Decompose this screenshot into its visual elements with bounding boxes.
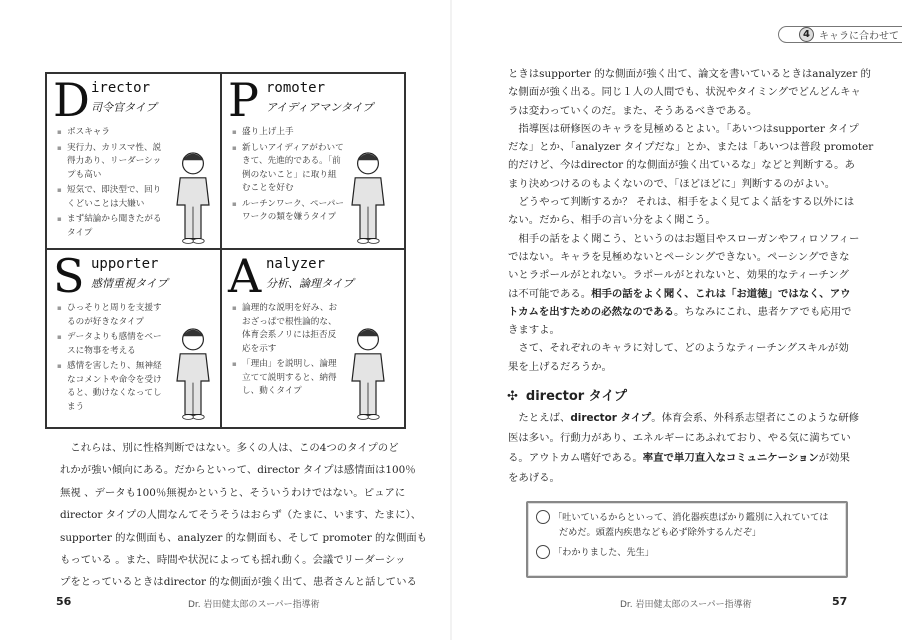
text-line <box>60 482 406 504</box>
text-line <box>508 230 860 248</box>
text-segment: れかが強い傾向にある。だからといって、director タイプは感情面は100％ <box>60 464 416 477</box>
text-segment: は不可能である。 <box>508 287 592 300</box>
page-number-right: 57 <box>832 595 848 608</box>
type-initial: S <box>53 250 85 303</box>
text-line <box>508 303 852 321</box>
chapter-tab <box>778 26 902 43</box>
text-segment: 率直で単刀直入なコミュニケーション <box>642 452 819 464</box>
text-line <box>508 211 848 229</box>
text-line <box>60 459 416 481</box>
type-subtitle: 司令官タイプ <box>91 101 157 114</box>
page-spine <box>450 0 452 640</box>
type-initial: D <box>53 74 90 127</box>
text-segment: 相手の話をよく聞こう、というのはお題目やスローガンやフィロソフィー <box>508 232 860 245</box>
text-segment: 相手の話をよく聞く、これは「お道徳」ではなく、アウ <box>591 287 851 300</box>
text-segment: プをとっているときはdirector 的な側面が強く出て、患者さんと話している <box>60 576 417 589</box>
text-line <box>508 408 859 428</box>
text-segment: きますよ。 <box>508 324 560 337</box>
trait-item: ▪ 実行力、カリスマ性、説得力あり、リーダーシップも高い <box>57 142 169 183</box>
text-line <box>60 504 422 526</box>
text-segment: director タイプの人間なんてそうそうはおらず（たまに、います、たまに）、 <box>60 509 422 522</box>
text-segment: 指導医は研修医のキャラを見極めるとよい。「あいつはsupporter タイプ <box>508 122 859 135</box>
trait-item: ▪ 短気で、即決型で、回りくどいことは大嫌い <box>57 184 169 211</box>
text-line <box>508 266 848 284</box>
trait-item: ▪ ボスキャラ <box>57 126 169 140</box>
text-segment: director タイプ <box>570 412 652 424</box>
text-line <box>508 175 848 193</box>
text-line <box>60 571 417 593</box>
text-segment: どうやって判断するか？ それは、相手をよく見てよく話をする以外には <box>508 196 855 209</box>
resident-face-icon <box>536 545 550 559</box>
type-subtitle: 分析、論理タイプ <box>266 277 354 290</box>
text-segment: だな」とか、「analyzer タイプだな」とか、または「あいつは普段 promoter <box>508 141 874 154</box>
type-traits <box>232 302 344 401</box>
chapter-number: 4 <box>799 27 814 42</box>
text-segment: トカムを出すための必然なのである <box>508 305 674 318</box>
text-line <box>508 428 851 448</box>
type-name: romoter <box>266 80 326 96</box>
text-segment: まり決めつけるのもよくないので、「ほどほどに」判断するのがよい。 <box>508 177 836 190</box>
text-segment: な側面が強く出る。同じ１人の人間でも、状況やタイミングでどんどんキャ <box>508 86 861 99</box>
text-line <box>508 120 859 138</box>
dialogue-text: だめだ。頭蓋内疾患なども必ず除外するんだぞ」 <box>559 527 762 538</box>
trait-item: ▪ 盛り上げ上手 <box>232 126 344 140</box>
text-segment: ない。だから、相手の言い分をよく聞こう。 <box>508 214 716 227</box>
text-line <box>508 65 871 83</box>
text-segment: たとえば、 <box>508 412 571 424</box>
trait-item: ▪ 「理由」を説明し、論理立てて説明すると、納得し、動くタイプ <box>232 358 344 399</box>
text-line <box>508 468 848 488</box>
text-segment: が効果 <box>818 452 850 464</box>
type-initial: A <box>228 250 262 303</box>
section-marker-icon: ✣ <box>507 389 518 404</box>
type-name: irector <box>91 80 151 96</box>
text-segment: ときはsupporter 的な側面が強く出て、論文を書いているときはanalyzer 的 <box>508 68 871 80</box>
text-segment: 無視 、データも100％無視かというと、そういうわけではない。ピュアに <box>60 486 406 499</box>
trait-item: ▪ 感情を害したり、無神経なコメントや命令を受けると、動けなくなってしまう <box>57 360 169 414</box>
character-illustration <box>169 125 217 245</box>
dialogue-line <box>536 545 838 560</box>
trait-item: ▪ まず結論から聞きたがるタイプ <box>57 213 169 240</box>
text-segment: これらは、別に性格判断ではない。多くの人は、この4つのタイプのど <box>60 442 399 454</box>
text-line <box>508 321 848 339</box>
character-type-grid <box>45 72 406 429</box>
text-line <box>508 448 848 468</box>
text-segment: いとラポールがとれない。ラポールがとれないと、効果的なティーチング <box>508 269 849 282</box>
type-traits <box>232 126 344 227</box>
type-subtitle: 感情重視タイプ <box>91 277 168 290</box>
type-cell-director <box>47 74 221 249</box>
dialogue-box <box>526 501 848 578</box>
text-line <box>508 83 861 101</box>
text-segment: supporter 的な側面も、analyzer 的な側面も、そして promoter 的な側面も <box>60 531 428 544</box>
text-line <box>508 138 874 156</box>
text-line <box>508 358 848 376</box>
type-traits <box>57 126 169 242</box>
text-segment: 医は多い。行動力があり、エネルギーにあふれており、やる気に満ちてい <box>508 432 851 444</box>
character-illustration <box>169 301 217 421</box>
text-segment: ではない。キャラを見極めないとペーシングできない。ペーシングできな <box>508 250 850 263</box>
text-segment: をあげる。 <box>508 472 560 484</box>
trait-item: ▪ ひっそりと周りを支援するのが好きなタイプ <box>57 302 169 329</box>
trait-item: ▪ ルーチンワーク、ペーパーワークの類を嫌うタイプ <box>232 198 344 225</box>
type-name: nalyzer <box>266 256 326 272</box>
trait-item: ▪ データよりも感情をベースに物事を考える <box>57 331 169 358</box>
dialogue-text: 「吐いているからといって、消化器疾患ばかり鑑別に入れていては <box>553 512 829 523</box>
running-footer-left: Dr. 岩田健太郎のスーパー指導術 <box>188 600 320 610</box>
instructor-face-icon <box>536 510 550 524</box>
section-heading: ✣ director タイプ <box>507 389 628 404</box>
running-footer-right: Dr. 岩田健太郎のスーパー指導術 <box>620 600 752 610</box>
type-traits <box>57 302 169 416</box>
trait-item: ▪ 論理的な説明を好み、おおざっぱで根性論的な、体育会系ノリには拒否反応を示す <box>232 302 344 356</box>
type-name: upporter <box>91 256 159 272</box>
text-line <box>508 339 848 357</box>
character-illustration <box>344 125 392 245</box>
text-segment: さて、それぞれのキャラに対して、どのようなティーチングスキルが効 <box>508 342 849 355</box>
section-body-text <box>508 408 859 488</box>
right-body-text <box>508 65 874 376</box>
text-line <box>60 437 398 459</box>
text-line <box>60 527 428 549</box>
text-segment: ラは変わっていくのだ。また、そうあるべきである。 <box>508 104 758 117</box>
dialogue-text: 「わかりました、先生」 <box>553 547 655 558</box>
chapter-title: キャラに合わせて <box>819 31 899 42</box>
text-segment: 。体育会系、外科系志望者にこのような研修 <box>651 412 859 424</box>
trait-item: ▪ 新しいアイディアがわいてきて、先進的である。「前例のないこと」に取り組むことを好む <box>232 142 344 196</box>
text-line <box>508 102 848 120</box>
type-cell-supporter <box>47 250 221 425</box>
left-body-text <box>60 437 428 594</box>
page-number-left: 56 <box>56 595 72 608</box>
text-segment: 。ちなみにこれ、患者ケアでも応用で <box>673 305 852 318</box>
text-line <box>508 248 848 266</box>
character-illustration <box>344 301 392 421</box>
text-segment: る。アウトカム嗜好である。 <box>508 452 643 464</box>
type-cell-analyzer <box>222 250 396 425</box>
type-initial: P <box>228 74 259 127</box>
text-segment: もっている 。また、時間や状況によっても揺れ動く。会議でリーダーシッ <box>60 554 406 567</box>
type-cell-promoter <box>222 74 396 249</box>
text-line <box>60 549 406 571</box>
text-line <box>508 193 855 211</box>
type-subtitle: アイディアマンタイプ <box>266 101 374 114</box>
text-segment: 果を上げるだろうか。 <box>508 360 612 373</box>
text-line <box>508 156 855 174</box>
text-line <box>508 285 851 303</box>
text-segment: 的だけど、今はdirector 的な側面が強く出ているな」などと判断する。あ <box>508 159 855 172</box>
dialogue-line <box>536 510 838 540</box>
